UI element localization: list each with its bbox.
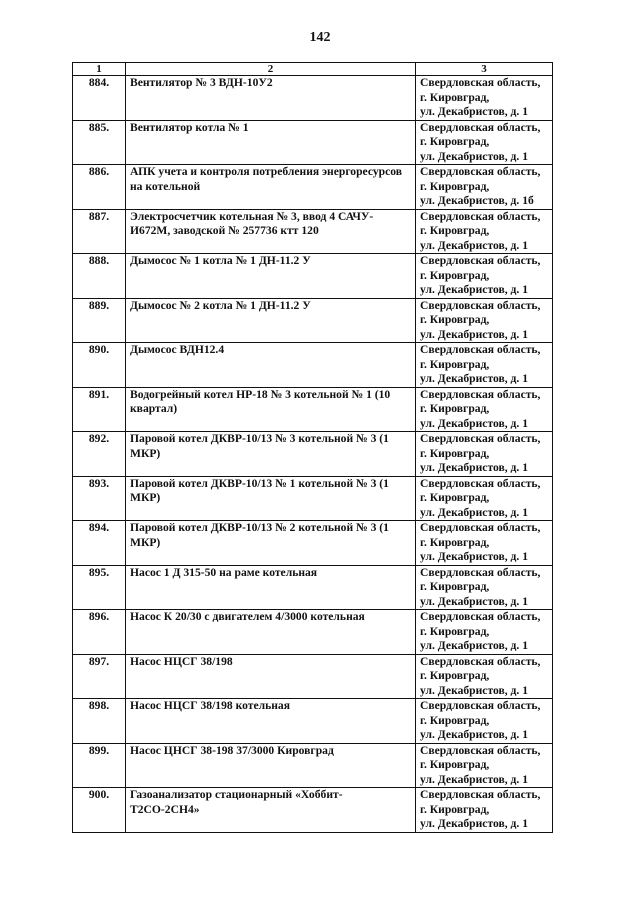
address-line: Свердловская область,: [420, 654, 541, 668]
address-line: Свердловская область,: [420, 610, 541, 623]
column-header-address: 3: [416, 63, 553, 76]
address-line: г. Кировград,: [420, 224, 490, 237]
address-line: ул. Декабристов, д. 1: [420, 639, 529, 652]
table-row: [73, 610, 553, 655]
row-number: 894.: [73, 521, 126, 566]
address-line: г. Кировград,: [420, 135, 490, 148]
item-address: [416, 521, 553, 566]
table-row: [73, 654, 553, 699]
item-name: Насос К 20/30 с двигателем 4/3000 котельная: [126, 610, 416, 655]
item-address: [416, 76, 553, 121]
address-line: г. Кировград,: [420, 491, 490, 504]
row-number: 885.: [73, 120, 126, 165]
address-line: г. Кировград,: [420, 624, 490, 638]
row-number: 884.: [73, 76, 126, 121]
item-address: [416, 432, 553, 477]
item-name: Паровой котел ДКВР-10/13 № 2 котельной № 3 (1 МКР): [126, 521, 416, 566]
row-number: 899.: [73, 743, 126, 788]
table-row: [73, 743, 553, 788]
address-line: ул. Декабристов, д. 1: [420, 550, 529, 563]
address-line: г. Кировград,: [420, 268, 490, 282]
address-line: г. Кировград,: [420, 90, 490, 104]
address-line: Свердловская область,: [420, 521, 541, 534]
table-row: [73, 120, 553, 165]
address-line: Свердловская область,: [420, 432, 541, 445]
row-number: 890.: [73, 343, 126, 388]
address-line: ул. Декабристов, д. 1: [420, 683, 529, 697]
table-row: [73, 165, 553, 210]
address-line: Свердловская область,: [420, 699, 541, 712]
row-number: 891.: [73, 387, 126, 432]
address-line: ул. Декабристов, д. 1: [420, 594, 529, 608]
address-line: Свердловская область,: [420, 298, 541, 312]
item-address: [416, 343, 553, 388]
address-line: Свердловская область,: [420, 120, 541, 134]
column-header-number: 1: [73, 63, 126, 76]
address-line: г. Кировград,: [420, 179, 490, 193]
address-line: ул. Декабристов, д. 1: [420, 817, 529, 830]
item-name: Дымосос № 2 котла № 1 ДН-11.2 У: [126, 298, 416, 343]
address-line: ул. Декабристов, д. 1: [420, 728, 529, 741]
address-line: Свердловская область,: [420, 565, 541, 579]
item-address: [416, 699, 553, 744]
table-row: [73, 476, 553, 521]
row-number: 886.: [73, 165, 126, 210]
table-row: [73, 432, 553, 477]
address-line: ул. Декабристов, д. 1: [420, 283, 529, 296]
address-line: Свердловская область,: [420, 76, 541, 89]
item-address: [416, 120, 553, 165]
page-number: 142: [309, 30, 331, 45]
row-number: 889.: [73, 298, 126, 343]
address-line: Свердловская область,: [420, 343, 541, 356]
item-address: [416, 610, 553, 655]
item-name: Вентилятор № 3 ВДН-10У2: [126, 76, 416, 121]
address-line: Свердловская область,: [420, 387, 541, 401]
item-name: Насос НЦСГ 38/198: [126, 654, 416, 699]
item-address: [416, 788, 553, 833]
item-name: Дымосос ВДН12.4: [126, 343, 416, 388]
table-header-row: [73, 63, 553, 76]
item-address: [416, 298, 553, 343]
item-name: Насос НЦСГ 38/198 котельная: [126, 699, 416, 744]
item-address: [416, 476, 553, 521]
table-row: [73, 343, 553, 388]
item-name: Водогрейный котел НР-18 № 3 котельной № 1 (10 квартал): [126, 387, 416, 432]
table-row: [73, 209, 553, 254]
address-line: Свердловская область,: [420, 743, 541, 757]
item-address: [416, 209, 553, 254]
address-line: ул. Декабристов, д. 1: [420, 372, 529, 385]
item-name: Насос 1 Д 315-50 на раме котельная: [126, 565, 416, 610]
table-row: [73, 298, 553, 343]
address-line: г. Кировград,: [420, 713, 490, 727]
row-number: 896.: [73, 610, 126, 655]
item-name: Дымосос № 1 котла № 1 ДН-11.2 У: [126, 254, 416, 299]
address-line: ул. Декабристов, д. 1: [420, 416, 529, 430]
table-row: [73, 565, 553, 610]
address-line: Свердловская область,: [420, 254, 541, 267]
row-number: 887.: [73, 209, 126, 254]
address-line: Свердловская область,: [420, 476, 541, 490]
address-line: ул. Декабристов, д. 1: [420, 149, 529, 163]
address-line: г. Кировград,: [420, 758, 490, 771]
item-name: Вентилятор котла № 1: [126, 120, 416, 165]
row-number: 900.: [73, 788, 126, 833]
address-line: г. Кировград,: [420, 446, 490, 460]
address-line: ул. Декабристов, д. 1: [420, 772, 529, 786]
address-line: ул. Декабристов, д. 1б: [420, 194, 534, 207]
address-line: г. Кировград,: [420, 313, 490, 326]
address-line: ул. Декабристов, д. 1: [420, 105, 529, 118]
address-line: ул. Декабристов, д. 1: [420, 461, 529, 474]
item-name: АПК учета и контроля потребления энергоресурсов на котельной: [126, 165, 416, 210]
address-line: ул. Декабристов, д. 1: [420, 505, 529, 519]
row-number: 892.: [73, 432, 126, 477]
item-address: [416, 387, 553, 432]
table-row: [73, 699, 553, 744]
row-number: 898.: [73, 699, 126, 744]
row-number: 888.: [73, 254, 126, 299]
item-address: [416, 165, 553, 210]
item-address: [416, 565, 553, 610]
table-row: [73, 254, 553, 299]
table-row: [73, 387, 553, 432]
item-name: Газоанализатор стационарный «Хоббит-Т2СО-2СН4»: [126, 788, 416, 833]
address-line: г. Кировград,: [420, 357, 490, 371]
row-number: 895.: [73, 565, 126, 610]
item-address: [416, 654, 553, 699]
item-name: Электросчетчик котельная № 3, ввод 4 САЧУ-И672М, заводской № 257736 ктт 120: [126, 209, 416, 254]
address-line: г. Кировград,: [420, 580, 490, 593]
row-number: 897.: [73, 654, 126, 699]
address-line: г. Кировград,: [420, 535, 490, 549]
item-name: Паровой котел ДКВР-10/13 № 1 котельной № 3 (1 МКР): [126, 476, 416, 521]
table-row: [73, 788, 553, 833]
address-line: Свердловская область,: [420, 209, 541, 223]
address-line: ул. Декабристов, д. 1: [420, 327, 529, 341]
item-name: Насос ЦНСГ 38-198 37/3000 Кировград: [126, 743, 416, 788]
column-header-name: 2: [126, 63, 416, 76]
table-body: [73, 76, 553, 833]
address-line: Свердловская область,: [420, 165, 541, 178]
address-line: г. Кировград,: [420, 402, 490, 415]
address-line: ул. Декабристов, д. 1: [420, 238, 529, 252]
item-name: Паровой котел ДКВР-10/13 № 3 котельной № 3 (1 МКР): [126, 432, 416, 477]
address-line: г. Кировград,: [420, 669, 490, 682]
item-address: [416, 254, 553, 299]
address-line: г. Кировград,: [420, 802, 490, 816]
address-line: Свердловская область,: [420, 788, 541, 801]
row-number: 893.: [73, 476, 126, 521]
registry-table: [72, 62, 553, 833]
item-address: [416, 743, 553, 788]
table-row: [73, 521, 553, 566]
table-row: [73, 76, 553, 121]
